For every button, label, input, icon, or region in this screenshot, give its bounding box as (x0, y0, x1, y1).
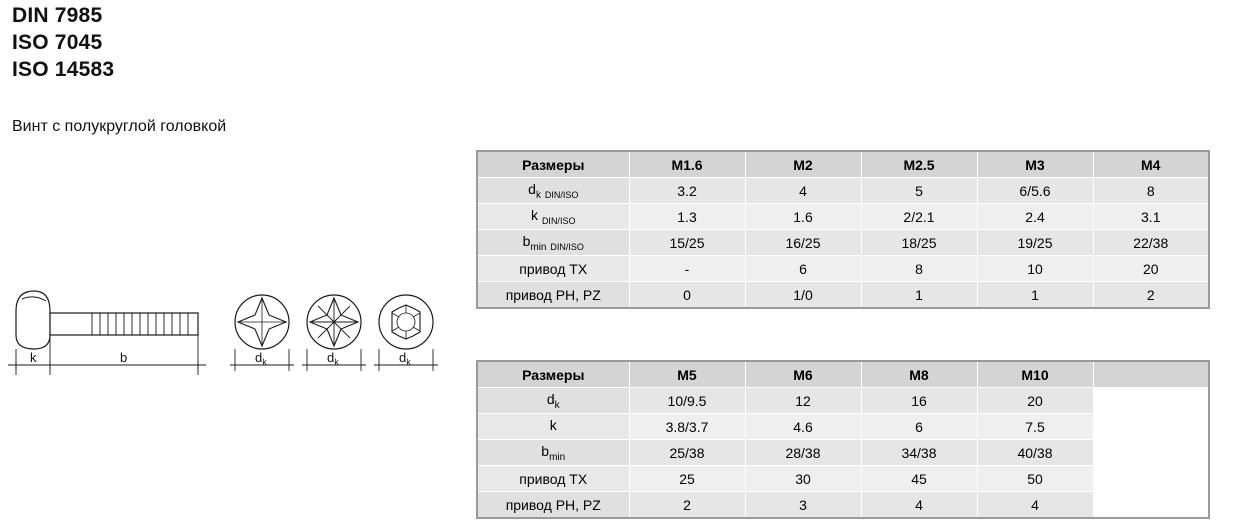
cell: 10 (977, 256, 1093, 282)
cell: 1/0 (745, 282, 861, 309)
row-label-drive-tx: привод TX (477, 466, 629, 492)
cell: 20 (977, 388, 1093, 414)
row-label-drive-ph-pz: привод PH, PZ (477, 492, 629, 519)
column-header-m2-5: M2.5 (861, 151, 977, 178)
cell: 2/2.1 (861, 204, 977, 230)
table-row (477, 388, 1209, 414)
cell: 3.1 (1093, 204, 1209, 230)
cell: 22/38 (1093, 230, 1209, 256)
column-header-m1-6: M1.6 (629, 151, 745, 178)
table-row (477, 492, 1209, 519)
column-header-sizes: Размеры (477, 151, 629, 178)
screw-technical-drawing (0, 265, 460, 395)
cell: 4 (745, 178, 861, 204)
cell: 1 (977, 282, 1093, 309)
table-row (477, 230, 1209, 256)
row-label-drive-ph-pz: привод PH, PZ (477, 282, 629, 309)
cell: 6 (745, 256, 861, 282)
row-label-dk: $d_k$ $_{DIN/ISO}$ (477, 178, 629, 204)
cell: 30 (745, 466, 861, 492)
cell: 2 (629, 492, 745, 519)
column-header-m5: M5 (629, 361, 745, 388)
dimensions-table-small-sizes (476, 150, 1210, 309)
row-label-dk: $d_k$ (477, 388, 629, 414)
column-header-m6: M6 (745, 361, 861, 388)
row-label-k: k (477, 414, 629, 440)
row-label-bmin: $b_{min}$ (477, 440, 629, 466)
dimension-label-k: k (30, 350, 37, 365)
table-row (477, 282, 1209, 309)
cell-empty (1093, 388, 1209, 414)
table-row (477, 178, 1209, 204)
cell-empty (1093, 440, 1209, 466)
cell: 10/9.5 (629, 388, 745, 414)
column-header-empty (1093, 361, 1209, 388)
cell: 20 (1093, 256, 1209, 282)
cell: 40/38 (977, 440, 1093, 466)
table-row (477, 204, 1209, 230)
cell-empty (1093, 414, 1209, 440)
cell: 25/38 (629, 440, 745, 466)
cell: 45 (861, 466, 977, 492)
cell: 4 (977, 492, 1093, 519)
row-label-drive-tx: привод TX (477, 256, 629, 282)
cell: 3.2 (629, 178, 745, 204)
standard-iso-7045: ISO 7045 (12, 31, 103, 54)
column-header-m3: M3 (977, 151, 1093, 178)
cell: 1.6 (745, 204, 861, 230)
cell: 8 (1093, 178, 1209, 204)
column-header-m2: M2 (745, 151, 861, 178)
cell: 1 (861, 282, 977, 309)
cell: 15/25 (629, 230, 745, 256)
torx-star-icon (379, 295, 433, 349)
table-row (477, 414, 1209, 440)
cell: 6/5.6 (977, 178, 1093, 204)
pozidriv-cross-icon (307, 295, 361, 349)
cell-empty (1093, 492, 1209, 519)
cell: 12 (745, 388, 861, 414)
table-row (477, 466, 1209, 492)
cell: 16 (861, 388, 977, 414)
row-label-bmin: $b_{min}$ $_{DIN/ISO}$ (477, 230, 629, 256)
dimensions-table-large-sizes (476, 360, 1210, 519)
column-header-m10: M10 (977, 361, 1093, 388)
row-label-k: k $_{DIN/ISO}$ (477, 204, 629, 230)
cell: 5 (861, 178, 977, 204)
cell: 50 (977, 466, 1093, 492)
standards-title-block (12, 2, 432, 83)
cell: 1.3 (629, 204, 745, 230)
dimension-label-dk-2: $d_k$ (327, 350, 339, 367)
cell: 28/38 (745, 440, 861, 466)
cell: 8 (861, 256, 977, 282)
standard-iso-14583: ISO 14583 (12, 58, 115, 81)
dimension-label-dk-1: $d_k$ (255, 350, 267, 367)
phillips-cross-icon (235, 295, 289, 349)
cell: 0 (629, 282, 745, 309)
cell: 2 (1093, 282, 1209, 309)
table-header-row (477, 151, 1209, 178)
cell: 7.5 (977, 414, 1093, 440)
table-row (477, 440, 1209, 466)
cell: 25 (629, 466, 745, 492)
cell: 34/38 (861, 440, 977, 466)
dimension-label-b: b (120, 350, 128, 365)
cell: 3.8/3.7 (629, 414, 745, 440)
dimension-label-dk-3: $d_k$ (399, 350, 411, 367)
table-row (477, 256, 1209, 282)
cell: 19/25 (977, 230, 1093, 256)
cell: 18/25 (861, 230, 977, 256)
column-header-m8: M8 (861, 361, 977, 388)
cell: 16/25 (745, 230, 861, 256)
standard-din-7985: DIN 7985 (12, 4, 103, 27)
product-subtitle: Винт с полукруглой головкой (12, 118, 227, 135)
cell: - (629, 256, 745, 282)
column-header-m4: M4 (1093, 151, 1209, 178)
cell-empty (1093, 466, 1209, 492)
cell: 4 (861, 492, 977, 519)
table-header-row (477, 361, 1209, 388)
cell: 2.4 (977, 204, 1093, 230)
cell: 3 (745, 492, 861, 519)
column-header-sizes: Размеры (477, 361, 629, 388)
cell: 6 (861, 414, 977, 440)
cell: 4.6 (745, 414, 861, 440)
